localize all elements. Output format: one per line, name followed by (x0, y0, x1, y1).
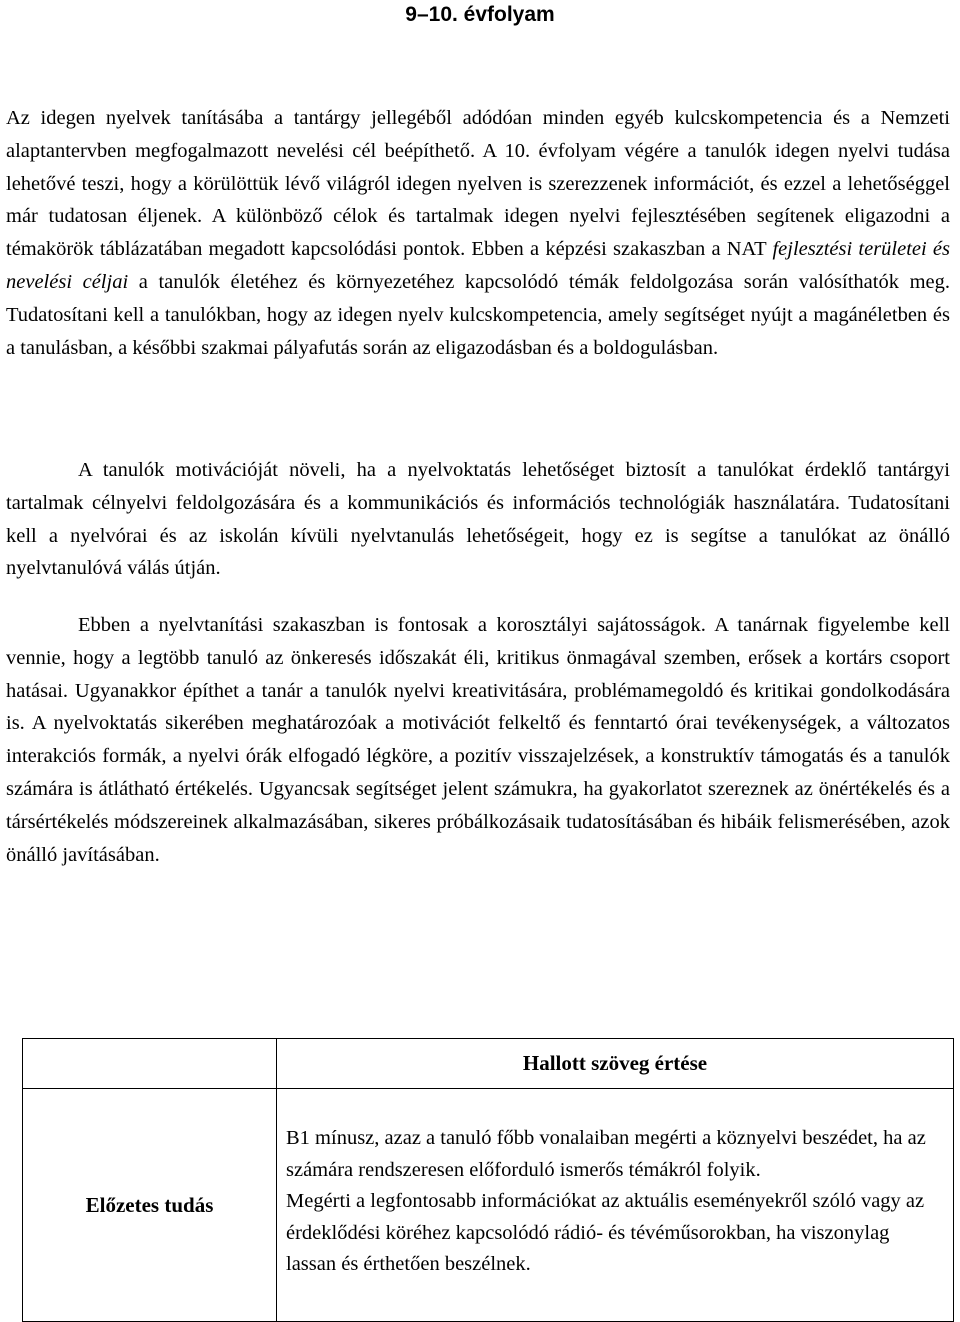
motivation-text: A tanulók motivációját növeli, ha a nyelvoktatás lehetőséget biztosít a tanulókat érdeklő tantárgyi tartalmak célnyelvi feldolgozására és a kommunikációs és információs technológiák használatára. Tudatosítani kell a nyelvórai és az iskolán kívüli nyelvtanulás lehetőségeit, hogy ez is segítse a tanulókat az önálló nyelvtanulóvá válás útján. (6, 459, 950, 580)
table-corner-cell (23, 1039, 277, 1089)
listening-comprehension-table (22, 1038, 954, 1322)
intro-paragraph (6, 102, 950, 364)
page-title: 9–10. évfolyam (405, 3, 555, 26)
intro-text-end: a tanulók életéhez és környezetéhez kapcsolódó témák feldolgozása során valósíthatók meg. Tudatosítani kell a tanulókban, hogy az idegen nyelv kulcskompetencia, amely segítséget nyújt a magánéletben és a tanulásban, a későbbi szakmai pályafutás során az eligazodásban és a boldogulásban. (6, 270, 950, 359)
row-label-prior-knowledge: Előzetes tudás (23, 1089, 277, 1322)
motivation-paragraph (6, 454, 950, 585)
table-row (23, 1089, 954, 1322)
intro-italic-term: fejlesztési területei és nevelési céljai (6, 238, 950, 293)
table-heading: Hallott szöveg értése (277, 1039, 954, 1089)
age-characteristics-paragraph (6, 609, 950, 871)
age-characteristics-text: Ebben a nyelvtanítási szakaszban is fontosak a korosztályi sajátosságok. A tanárnak figyelembe kell vennie, hogy a legtöbb tanuló az önkeresés időszakát éli, kritikus önmagával szemben, erősek a kortárs csoport hatásai. Ugyanakkor építhet a tanár a tanulók nyelvi kreativitására, problémamegoldó és kritikai gondolkodására is. A nyelvoktatás sikerében meghatározóak a motivációt felkeltő és fenntartó órai tevékenységek, a változatos interakciós formák, a nyelvi órák elfogadó légköre, a pozitív visszajelzések, a konstruktív támogatás és a tanulók számára is átlátható értékelés. Ugyancsak segítséget jelent számukra, ha gyakorlatot szereznek az önértékelés és a társértékelés módszereinek alkalmazásában, sikeres próbálkozásaik tudatosításában és hibáik felismerésében, azok önálló javításában. (6, 614, 950, 866)
table-header-row (23, 1039, 954, 1089)
prior-knowledge-level-text: B1 mínusz, azaz a tanuló főbb vonalaiban megérti a köznyelvi beszédet, ha az számára rendszeresen előforduló ismerős témákról folyik. (286, 1127, 926, 1181)
row-content-cell (277, 1089, 954, 1322)
prior-knowledge-detail-text: Megérti a legfontosabb információkat az aktuális eseményekről szóló vagy az érdeklődési köréhez kapcsolódó rádió- és tévéműsorokban, ha viszonylag lassan és érthetően beszélnek. (286, 1190, 925, 1276)
intro-text-start: Az idegen nyelvek tanításába a tantárgy jellegéből adódóan minden egyéb kulcskompetencia és a Nemzeti alaptantervben megfogalmazott nevelési cél beépíthető. A 10. évfolyam végére a tanulók idegen nyelvi tudása lehetővé teszi, hogy a körülöttük lévő világról idegen nyelven is szerezzenek információt, és ezzel a lehetőséggel már tudatosan éljenek. A különböző célok és tartalmak idegen nyelvi fejlesztésében segítenek eligazodni a témakörök táblázatában megadott kapcsolódási pontok. Ebben a képzési szakaszban a NAT (6, 107, 950, 261)
